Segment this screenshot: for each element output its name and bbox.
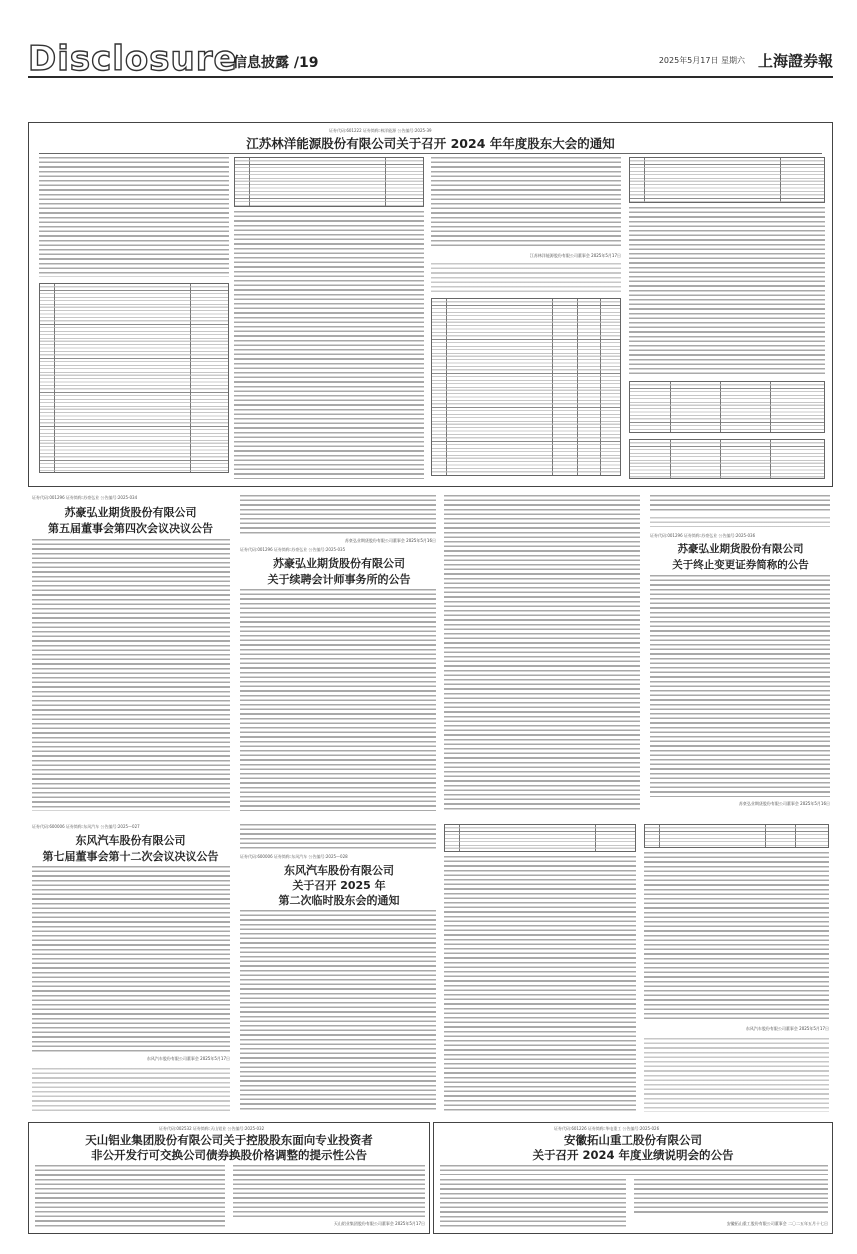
notice-body-text xyxy=(444,495,640,811)
notice-title-line2: 非公开发行可交换公司债券换股价格调整的提示性公告 xyxy=(91,1148,367,1162)
notice-title-line2: 第五届董事会第四次会议决议公告 xyxy=(48,522,213,535)
proposal-table xyxy=(444,824,636,852)
notice-body-text xyxy=(32,539,230,811)
proxy-form-table xyxy=(644,824,829,848)
notice-body-text xyxy=(431,157,621,249)
proposal-table xyxy=(39,283,229,473)
notice-signoff: 东风汽车股份有限公司董事会 2025年5月17日 xyxy=(745,1026,829,1031)
notice-title-line3: 第二次临时股东会的通知 xyxy=(278,894,400,907)
proposal-table xyxy=(234,157,424,207)
notice-meta: 证券代码:600006 证券简称:东风汽车 公告编号:2025—027 xyxy=(32,824,140,829)
notice-title-line2: 关于召开 2025 年 xyxy=(292,879,386,892)
notice-body-text xyxy=(444,856,636,1112)
notice-body-text xyxy=(240,824,436,850)
newspaper-name: 上海證券報 xyxy=(757,52,833,70)
notice-tianshan-exchange-bond xyxy=(28,1122,430,1234)
notice-body-text xyxy=(644,1038,829,1112)
cumulative-vote-table xyxy=(629,439,825,479)
notice-dongfeng-egm xyxy=(236,820,833,1116)
notice-body-text xyxy=(240,910,436,1112)
notice-title-line2: 关于终止变更证券简称的公告 xyxy=(672,559,809,571)
section-title: 信息披露 /19 xyxy=(233,55,319,71)
notice-suhao-name-change xyxy=(648,491,833,816)
notice-signoff: 苏豪弘业期货股份有限公司董事会 2025年5月16日 xyxy=(344,538,436,543)
notice-body-text xyxy=(431,263,621,293)
notice-signoff: 天山铝业集团股份有限公司董事会 2025年5月17日 xyxy=(333,1221,425,1226)
notice-meta: 证券代码:002532 证券简称:天山铝业 公告编号:2025-032 xyxy=(159,1126,265,1131)
notice-meta: 证券代码:001296 证券简称:苏豪弘业 公告编号:2025-034 xyxy=(32,495,138,500)
notice-meta: 证券代码:001296 证券简称:苏豪弘业 公告编号:2025-035 xyxy=(240,547,346,552)
notice-signoff: 安徽拓山重工股份有限公司董事会 二〇二五年五月十七日 xyxy=(726,1221,828,1226)
notice-title-line1: 苏豪弘业期货股份有限公司 xyxy=(64,506,197,519)
notice-meta: 证券代码:601226 证券简称:华电重工 公告编号:2025-026 xyxy=(554,1126,660,1131)
notice-title-line2: 关于召开 2024 年度业绩说明会的公告 xyxy=(532,1148,734,1162)
notice-meta: 证券代码:001296 证券简称:苏豪弘业 公告编号:2025-036 xyxy=(650,533,756,538)
notice-title-line2: 关于续聘会计师事务所的公告 xyxy=(267,573,411,586)
notice-title-line2: 第七届董事会第十二次会议决议公告 xyxy=(42,850,219,863)
notice-body-text xyxy=(650,495,830,511)
notice-title-line1: 东风汽车股份有限公司 xyxy=(284,864,394,877)
notice-body-text xyxy=(650,575,830,797)
notice-title-line1: 苏豪弘业期货股份有限公司 xyxy=(273,557,405,570)
notice-signoff: 东风汽车股份有限公司董事会 2025年5月17日 xyxy=(146,1056,230,1061)
notice-title: 江苏林洋能源股份有限公司关于召开 2024 年年度股东大会的通知 xyxy=(246,136,615,151)
notice-body-text xyxy=(32,866,230,1052)
notice-body-text xyxy=(39,157,229,277)
notice-suhao-auditor xyxy=(236,491,646,816)
divider xyxy=(39,153,822,154)
notice-body-text xyxy=(440,1165,828,1175)
notice-meta: 证券代码:601222 证券简称:林洋能源 公告编号:2025-39 xyxy=(329,128,432,133)
notice-title-line1: 苏豪弘业期货股份有限公司 xyxy=(677,543,804,555)
notice-body-text xyxy=(440,1179,626,1229)
notice-body-text xyxy=(650,517,830,527)
notice-body-text xyxy=(35,1165,225,1229)
notice-signoff: 江苏林洋能源股份有限公司董事会 2025年5月17日 xyxy=(529,253,621,258)
notice-tuoshan-earnings-call xyxy=(433,1122,833,1234)
disclosure-logo: Disclosure xyxy=(28,39,238,79)
notice-signoff: 苏豪弘业期货股份有限公司董事会 2025年5月16日 xyxy=(738,801,830,806)
masthead xyxy=(28,40,833,78)
notice-title-line1: 安徽拓山重工股份有限公司 xyxy=(564,1133,702,1147)
cumulative-vote-table xyxy=(629,381,825,433)
notice-title-line1: 东风汽车股份有限公司 xyxy=(75,834,186,847)
notice-body-text xyxy=(32,1068,230,1112)
notice-body-text xyxy=(634,1179,828,1213)
notice-title-line1: 天山铝业集团股份有限公司关于控股股东面向专业投资者 xyxy=(85,1133,373,1147)
notice-suhao-board-resolution xyxy=(28,491,233,816)
proxy-form-table xyxy=(431,298,621,476)
notice-body-text xyxy=(240,495,436,535)
proposal-table xyxy=(629,157,825,203)
notice-body-text xyxy=(629,207,825,377)
notice-body-text xyxy=(644,852,829,1022)
notice-body-text xyxy=(240,589,436,811)
notice-body-text xyxy=(233,1165,425,1217)
issue-date: 2025年5月17日 星期六 xyxy=(658,56,745,65)
notice-body-text xyxy=(234,211,424,479)
notice-meta: 证券代码:600006 证券简称:东风汽车 公告编号:2025—028 xyxy=(240,854,348,859)
notice-linyang-agm xyxy=(28,122,833,487)
notice-dongfeng-board-resolution xyxy=(28,820,233,1116)
